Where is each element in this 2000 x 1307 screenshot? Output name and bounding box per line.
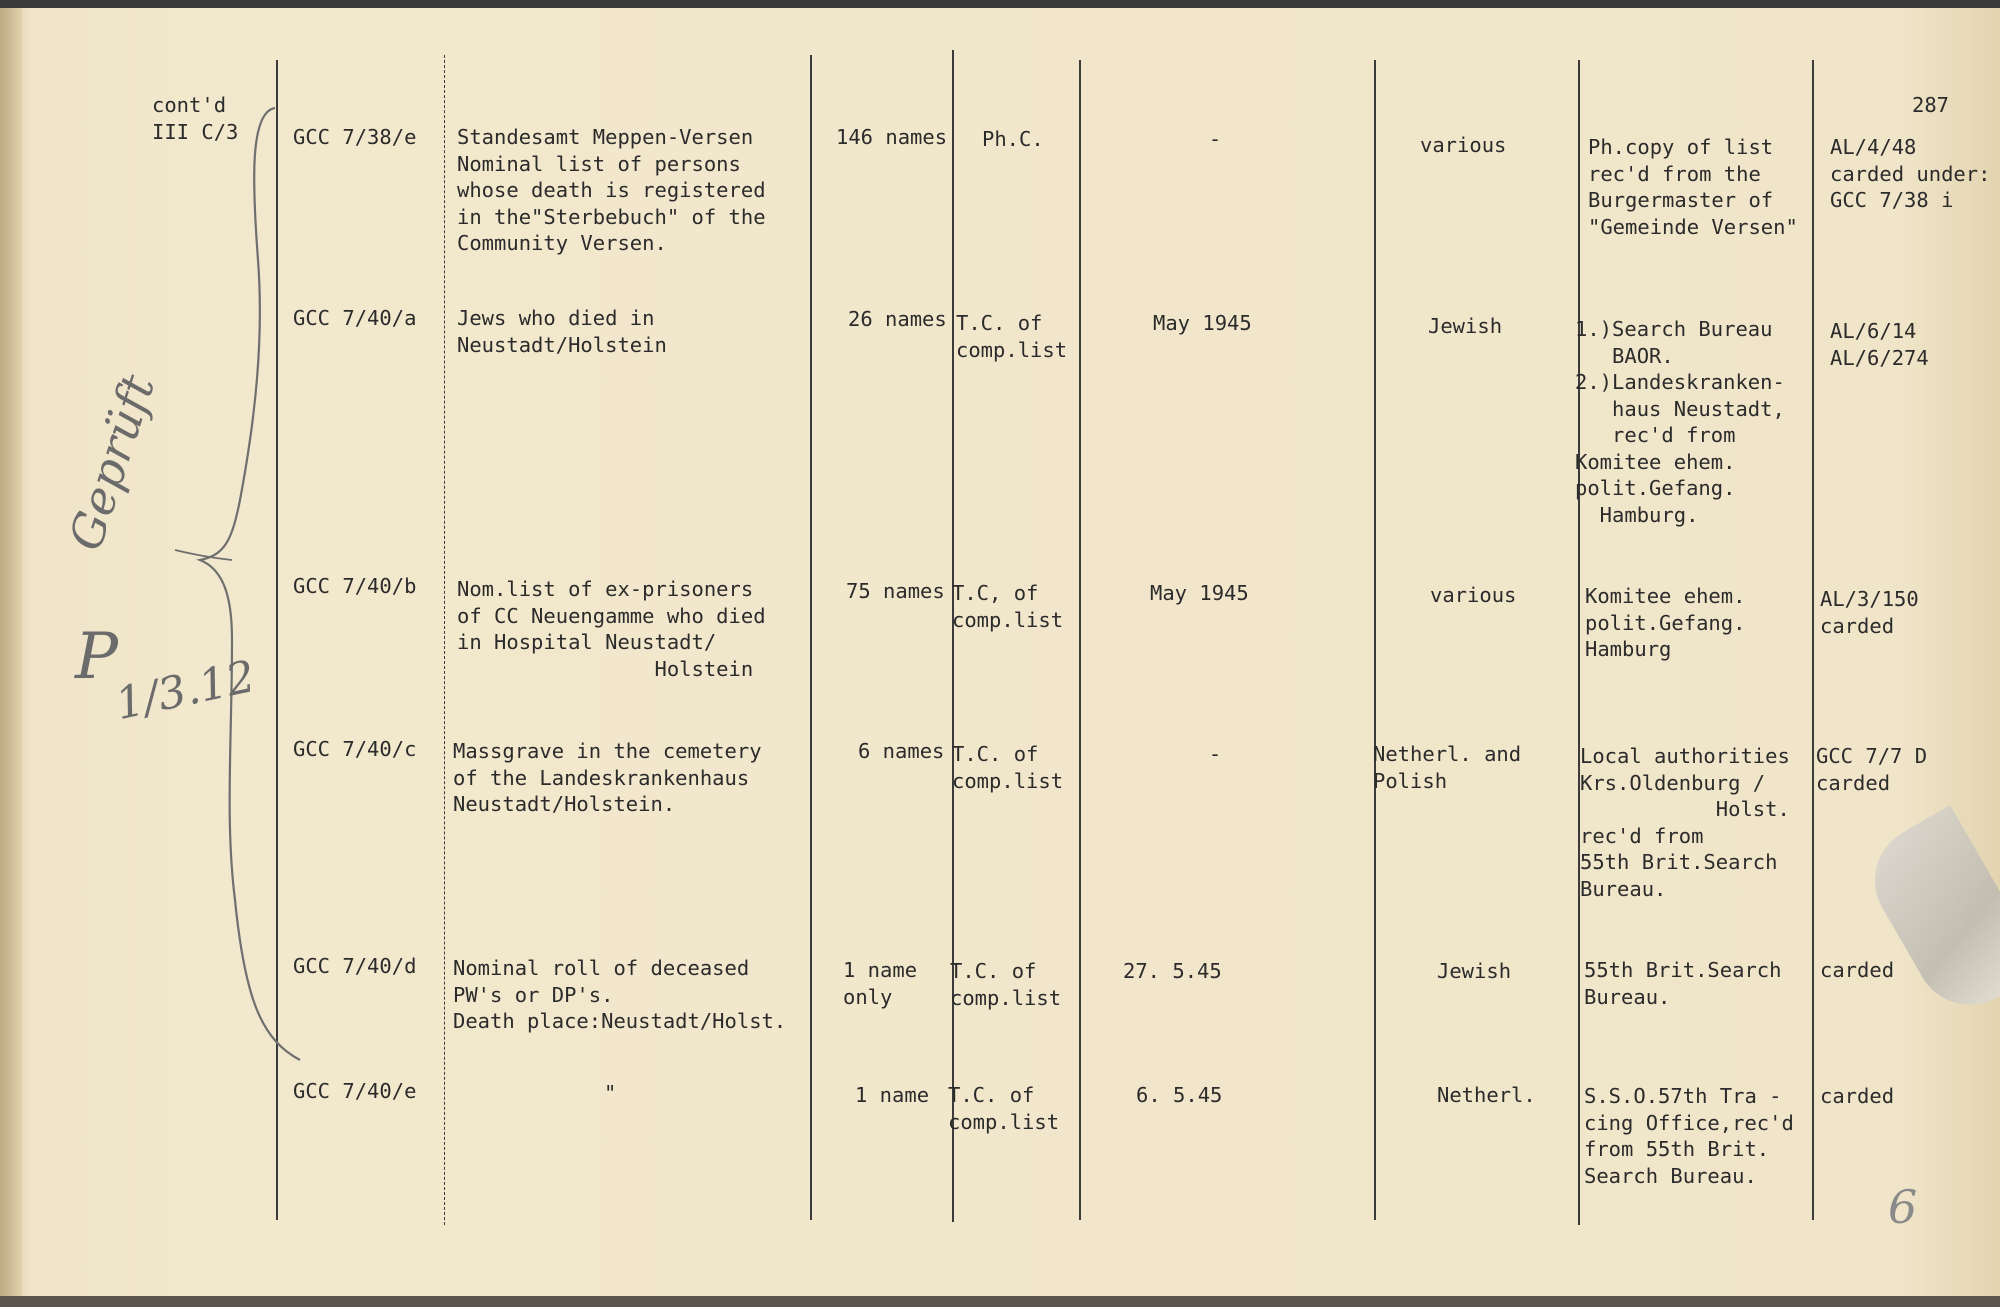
entry-description: Nominal roll of deceased PW's or DP's. Death place:Neustadt/Holst. bbox=[453, 956, 787, 1033]
section-code: III C/3 bbox=[152, 120, 239, 144]
entry-reference: GCC 7/7 D carded bbox=[1816, 744, 1928, 795]
entry-nationality: Jewish bbox=[1437, 959, 1512, 983]
entry-date: - bbox=[1208, 127, 1222, 151]
entry-reference: carded bbox=[1820, 1084, 1895, 1108]
entry-date: May 1945 bbox=[1150, 581, 1249, 605]
entry-source: 1.)Search Bureau BAOR. 2.)Landeskranken- haus Neustadt, rec'd from Komitee ehem. polit.Gefang. Hamburg. bbox=[1575, 317, 1785, 527]
entry-count: 26 names bbox=[848, 307, 947, 331]
entry-copy-type: T.C. of comp.list bbox=[956, 311, 1068, 362]
entry-nationality: Jewish bbox=[1428, 314, 1503, 338]
entry-copy-type: T.C. of comp.list bbox=[948, 1083, 1060, 1134]
handwritten-date: 1/3.12 bbox=[111, 650, 260, 731]
entry-source: S.S.O.57th Tra - cing Office,rec'd from 55th Brit. Search Bureau. bbox=[1584, 1084, 1794, 1188]
entry-source: Local authorities Krs.Oldenburg / Holst. rec'd from 55th Brit.Search Bureau. bbox=[1580, 744, 1790, 901]
entry-reference: carded bbox=[1820, 958, 1895, 982]
entry-ref: GCC 7/40/d bbox=[293, 954, 417, 978]
entry-count: 6 names bbox=[858, 739, 945, 763]
entry-ref: GCC 7/40/b bbox=[293, 574, 417, 598]
entry-count: 1 name bbox=[855, 1083, 930, 1107]
entry-description: Standesamt Meppen-Versen Nominal list of persons whose death is registered in the"Sterbebuch" of the Community Versen. bbox=[457, 125, 766, 255]
entry-description: Nom.list of ex-prisoners of CC Neuengamme who died in Hospital Neustadt/ Holstein bbox=[457, 577, 766, 681]
entry-source: Ph.copy of list rec'd from the Burgermaster of "Gemeinde Versen" bbox=[1588, 135, 1798, 239]
handwritten-note: Geprüft bbox=[58, 368, 166, 557]
entry-reference: AL/3/150 carded bbox=[1820, 587, 1919, 638]
entry-copy-type: T.C. of comp.list bbox=[950, 959, 1062, 1010]
entry-source: 55th Brit.Search Bureau. bbox=[1584, 958, 1782, 1009]
entry-ref: GCC 7/40/e bbox=[293, 1079, 417, 1103]
entry-date: May 1945 bbox=[1153, 311, 1252, 335]
entry-ref: GCC 7/38/e bbox=[293, 125, 417, 149]
entry-description: Massgrave in the cemetery of the Landeskrankenhaus Neustadt/Holstein. bbox=[453, 739, 762, 816]
handwritten-initials: P bbox=[75, 620, 119, 694]
entry-source: Komitee ehem. polit.Gefang. Hamburg bbox=[1585, 584, 1746, 661]
entry-reference: AL/6/14 AL/6/274 bbox=[1830, 319, 1929, 370]
entry-count: 146 names bbox=[836, 125, 948, 149]
entry-description: " bbox=[604, 1081, 617, 1105]
entry-date: - bbox=[1208, 742, 1222, 766]
entry-copy-type: Ph.C. bbox=[982, 127, 1044, 151]
entry-nationality: Netherl. and Polish bbox=[1373, 742, 1522, 793]
handwritten-corner-mark: 6 bbox=[1888, 1180, 1918, 1234]
entry-description: Jews who died in Neustadt/Holstein bbox=[457, 306, 667, 357]
page-number: 287 bbox=[1912, 93, 1950, 117]
entry-nationality: various bbox=[1430, 583, 1517, 607]
entry-count: 1 name only bbox=[843, 958, 918, 1009]
continued-label: cont'd bbox=[152, 93, 227, 117]
entry-reference: AL/4/48 carded under: GCC 7/38 i bbox=[1830, 135, 1991, 212]
entry-date: 27. 5.45 bbox=[1123, 959, 1222, 983]
entry-ref: GCC 7/40/a bbox=[293, 306, 417, 330]
entry-count: 75 names bbox=[846, 579, 945, 603]
entry-ref: GCC 7/40/c bbox=[293, 737, 417, 761]
entry-copy-type: T.C, of comp.list bbox=[952, 581, 1064, 632]
entry-copy-type: T.C. of comp.list bbox=[952, 742, 1064, 793]
entry-date: 6. 5.45 bbox=[1136, 1083, 1223, 1107]
entry-nationality: various bbox=[1420, 133, 1507, 157]
entry-nationality: Netherl. bbox=[1437, 1083, 1536, 1107]
